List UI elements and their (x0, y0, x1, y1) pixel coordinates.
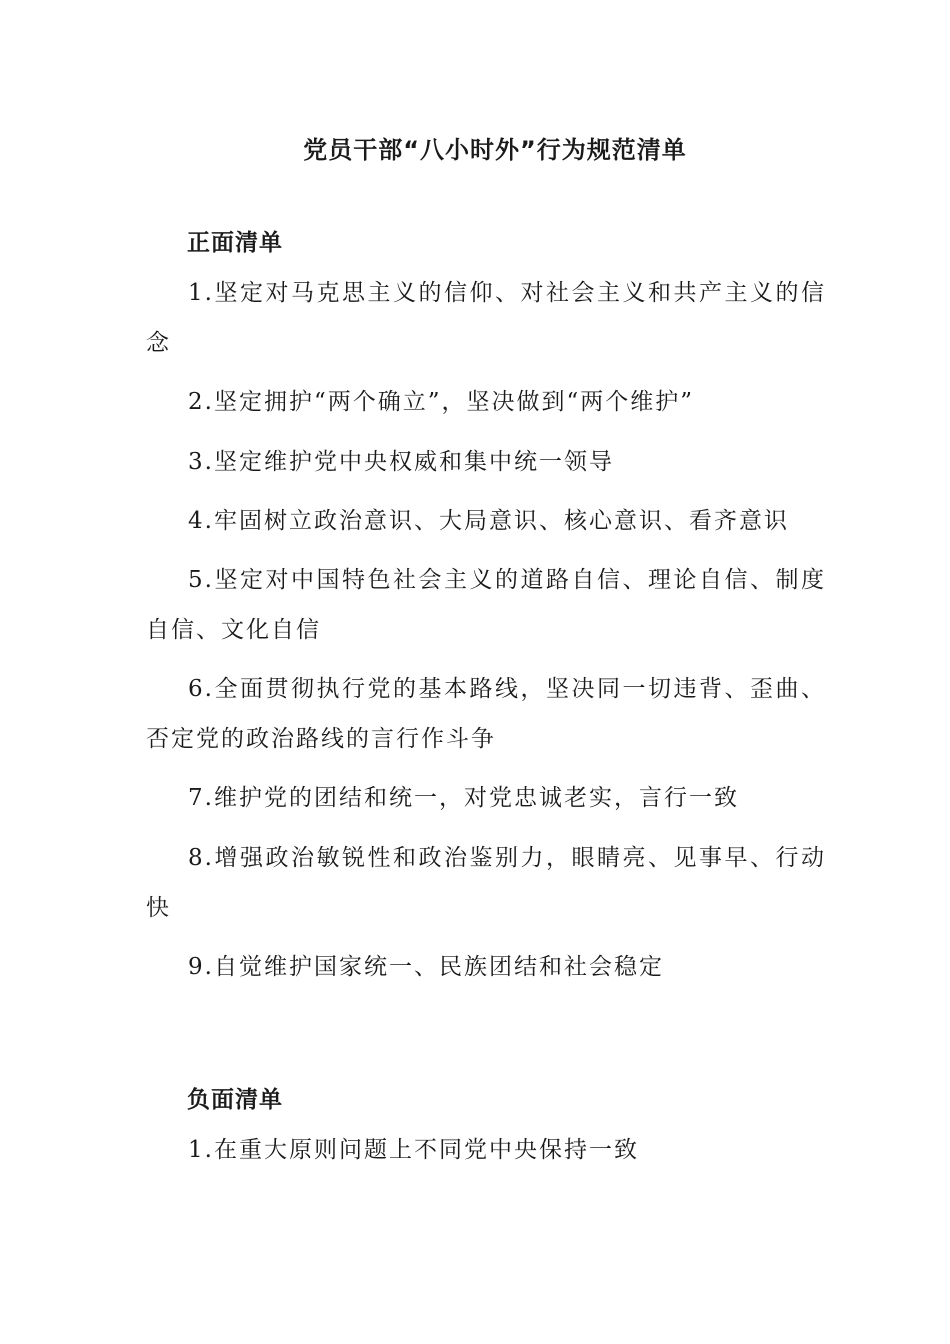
positive-list-item: 2.坚定拥护“两个确立”，坚决做到“两个维护” (188, 389, 694, 415)
positive-list-item: 9.自觉维护国家统一、民族团结和社会稳定 (188, 954, 664, 980)
document-title: 党员干部“八小时外”行为规范清单 (303, 136, 687, 164)
negative-list-item: 1.在重大原则问题上不同党中央保持一致 (188, 1137, 639, 1163)
positive-list-item: 7.维护党的团结和统一，对党忠诚老实，言行一致 (188, 785, 739, 811)
positive-list-item: 1.坚定对马克思主义的信仰、对社会主义和共产主义的信念 (146, 280, 826, 356)
positive-list-heading: 正面清单 (187, 230, 283, 256)
positive-list-item: 3.坚定维护党中央权威和集中统一领导 (188, 449, 614, 475)
positive-list-item: 4.牢固树立政治意识、大局意识、核心意识、看齐意识 (188, 508, 789, 534)
positive-list-item: 6.全面贯彻执行党的基本路线，坚决同一切违背、歪曲、否定党的政治路线的言行作斗争 (146, 676, 826, 752)
positive-list-item: 8.增强政治敏锐性和政治鉴别力，眼睛亮、见事早、行动快 (146, 845, 826, 921)
positive-list-item: 5.坚定对中国特色社会主义的道路自信、理论自信、制度自信、文化自信 (146, 567, 826, 643)
negative-list-heading: 负面清单 (187, 1087, 283, 1113)
